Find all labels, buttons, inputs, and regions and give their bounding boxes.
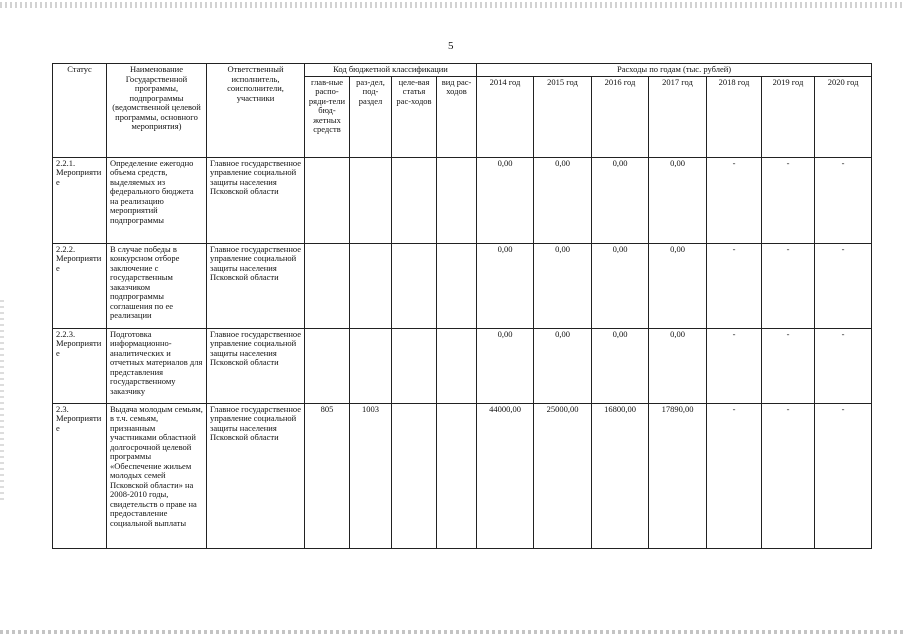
row-code-expense-type: [437, 328, 477, 403]
row-value-2017: 0,00: [649, 243, 707, 328]
row-value-2019: -: [762, 157, 815, 243]
row-value-2018: -: [707, 403, 762, 548]
row-code-main-manager: [305, 157, 350, 243]
row-value-2014: 0,00: [477, 157, 534, 243]
header-year-2015: 2015 год: [534, 76, 592, 157]
row-value-2020: -: [815, 328, 872, 403]
row-value-2019: -: [762, 243, 815, 328]
row-responsible: Главное государственное управление социальной защиты населения Псковской области: [207, 157, 305, 243]
header-status: Статус: [53, 64, 107, 158]
table-row: [53, 403, 872, 548]
row-code-section: [350, 243, 392, 328]
row-status: 2.2.1. Мероприятие: [53, 157, 107, 243]
row-value-2014: 0,00: [477, 243, 534, 328]
scan-noise-left: [0, 300, 4, 500]
row-code-main-manager: 805: [305, 403, 350, 548]
row-code-main-manager: [305, 328, 350, 403]
row-value-2020: -: [815, 157, 872, 243]
row-value-2018: -: [707, 328, 762, 403]
row-value-2014: 0,00: [477, 328, 534, 403]
header-year-2017: 2017 год: [649, 76, 707, 157]
row-name: В случае победы в конкурсном отборе заключение с государственным заказчиком подпрограммы соглашения по ее реализации: [107, 243, 207, 328]
row-value-2015: 0,00: [534, 157, 592, 243]
scan-noise-bottom: [0, 630, 905, 634]
page-number: 5: [448, 40, 454, 52]
row-code-target-item: [392, 157, 437, 243]
row-value-2018: -: [707, 243, 762, 328]
row-value-2020: -: [815, 243, 872, 328]
row-code-expense-type: [437, 243, 477, 328]
row-value-2014: 44000,00: [477, 403, 534, 548]
row-value-2019: -: [762, 328, 815, 403]
header-expenses: Расходы по годам (тыс. рублей): [477, 64, 872, 77]
row-name: Подготовка информационно-аналитических и отчетных материалов для представления государственному заказчику: [107, 328, 207, 403]
table-row: [53, 243, 872, 328]
header-responsible: Ответственный исполнитель, соисполнители, участники: [207, 64, 305, 158]
row-status: 2.3. Мероприятие: [53, 403, 107, 548]
row-code-target-item: [392, 328, 437, 403]
header-year-2014: 2014 год: [477, 76, 534, 157]
row-code-expense-type: [437, 157, 477, 243]
row-code-expense-type: [437, 403, 477, 548]
header-code-expense-type: вид рас-ходов: [437, 76, 477, 157]
row-value-2015: 25000,00: [534, 403, 592, 548]
row-code-section: 1003: [350, 403, 392, 548]
header-year-2018: 2018 год: [707, 76, 762, 157]
scan-noise-top: [0, 2, 905, 8]
header-code-main-manager: глав-ные распо-ряди-тели бюд-жетных средств: [305, 76, 350, 157]
header-name: Наименование Государственной программы, подпрограммы (ведомственной целевой программы, основного мероприятия): [107, 64, 207, 158]
table-row: [53, 157, 872, 243]
table-body: [53, 157, 872, 548]
row-value-2015: 0,00: [534, 328, 592, 403]
row-name: Определение ежегодно объема средств, выделяемых из федерального бюджета на реализацию мероприятий подпрограммы: [107, 157, 207, 243]
header-code-target-item: целе-вая статья рас-ходов: [392, 76, 437, 157]
row-value-2015: 0,00: [534, 243, 592, 328]
header-budget-codes: Код бюджетной классификации: [305, 64, 477, 77]
row-status: 2.2.3. Мероприятие: [53, 328, 107, 403]
row-value-2017: 17890,00: [649, 403, 707, 548]
row-responsible: Главное государственное управление социальной защиты населения Псковской области: [207, 328, 305, 403]
row-code-target-item: [392, 243, 437, 328]
row-responsible: Главное государственное управление социальной защиты населения Псковской области: [207, 403, 305, 548]
row-value-2017: 0,00: [649, 328, 707, 403]
header-year-2016: 2016 год: [592, 76, 649, 157]
header-year-2019: 2019 год: [762, 76, 815, 157]
header-year-2020: 2020 год: [815, 76, 872, 157]
row-value-2016: 0,00: [592, 157, 649, 243]
row-responsible: Главное государственное управление социальной защиты населения Псковской области: [207, 243, 305, 328]
row-value-2016: 16800,00: [592, 403, 649, 548]
row-value-2017: 0,00: [649, 157, 707, 243]
row-name: Выдача молодым семьям, в т.ч. семьям, признанным участниками областной долгосрочной целевой программы «Обеспечение жильем молодых семей Псковской области» на 2008-2010 годы, свидетельств о праве на предоставление социальной выплаты: [107, 403, 207, 548]
row-value-2018: -: [707, 157, 762, 243]
budget-table: [52, 63, 872, 549]
row-value-2020: -: [815, 403, 872, 548]
row-value-2016: 0,00: [592, 328, 649, 403]
row-code-main-manager: [305, 243, 350, 328]
header-code-section: раз-дел, под-раздел: [350, 76, 392, 157]
row-code-section: [350, 157, 392, 243]
row-value-2016: 0,00: [592, 243, 649, 328]
row-value-2019: -: [762, 403, 815, 548]
row-code-section: [350, 328, 392, 403]
table-row: [53, 328, 872, 403]
table-header: [53, 64, 872, 158]
row-status: 2.2.2. Мероприятие: [53, 243, 107, 328]
row-code-target-item: [392, 403, 437, 548]
